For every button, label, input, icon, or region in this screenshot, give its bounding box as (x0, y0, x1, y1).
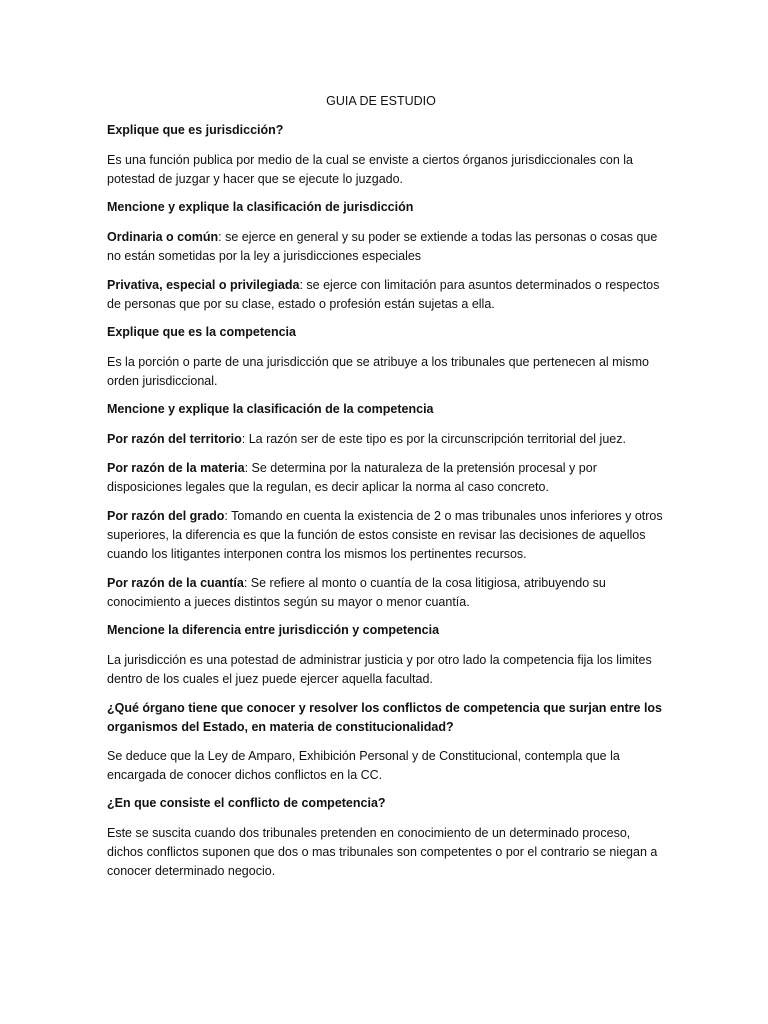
term-ordinaria: Ordinaria o común (107, 230, 219, 244)
text-territorio: : La razón ser de este tipo es por la circunscripción territorial del juez. (241, 432, 626, 446)
answer-1: Es una función publica por medio de la cual se enviste a ciertos órganos jurisdiccionales con la potestad de juzgar y hacer que se ejecute lo juzgado. (107, 153, 633, 186)
document-page (107, 93, 667, 891)
answer-5: La jurisdicción es una potestad de administrar justicia y por otro lado la competencia fija los limites dentro de los cuales el juez puede ejercer aquella facultad. (107, 653, 652, 686)
text-privativa: : se ejerce con limitación para asuntos determinados o respectos de personas que por su clase, estado o profesión están sujetas a ella. (107, 278, 660, 311)
term-cuantia: Por razón de la cuantía (107, 576, 244, 590)
answer-4-cuantia (107, 574, 667, 612)
question-1: Explique que es jurisdicción? (107, 123, 284, 137)
question-2: Mencione y explique la clasificación de jurisdicción (107, 200, 414, 214)
answer-2-privativa (107, 276, 667, 314)
question-7: ¿En que consiste el conflicto de competencia? (107, 796, 386, 810)
answer-4-grado (107, 507, 667, 564)
answer-3: Es la porción o parte de una jurisdicción que se atribuye a los tribunales que pertenecen al mismo orden jurisdiccional. (107, 355, 649, 388)
text-ordinaria: : se ejerce en general y su poder se extiende a todas las personas o cosas que no están sometidas por la ley a jurisdicciones especiales (107, 230, 658, 263)
term-privativa: Privativa, especial o privilegiada (107, 278, 300, 292)
answer-4-territorio (107, 430, 667, 449)
question-4: Mencione y explique la clasificación de la competencia (107, 402, 434, 416)
term-grado: Por razón del grado (107, 509, 225, 523)
text-cuantia: : Se refiere al monto o cuantía de la cosa litigiosa, atribuyendo su conocimiento a jueces distintos según su mayor o menor cuantía. (107, 576, 606, 609)
text-materia: : Se determina por la naturaleza de la pretensión procesal y por disposiciones legales que la regulan, es decir aplicar la norma al caso concreto. (107, 461, 597, 494)
answer-7: Este se suscita cuando dos tribunales pretenden en conocimiento de un determinado proceso, dichos conflictos suponen que dos o mas tribunales son competentes o por el contrario se niegan a conocer determinado negocio. (107, 826, 658, 878)
answer-4-materia (107, 459, 667, 497)
answer-2-ordinaria (107, 228, 667, 266)
term-territorio: Por razón del territorio (107, 432, 242, 446)
document-title: GUIA DE ESTUDIO (326, 94, 436, 108)
question-5: Mencione la diferencia entre jurisdicción y competencia (107, 623, 440, 637)
term-materia: Por razón de la materia (107, 461, 245, 475)
question-6: ¿Qué órgano tiene que conocer y resolver los conflictos de competencia que surjan entre los organismos del Estado, en materia de constitucionalidad? (107, 701, 663, 734)
text-grado: : Tomando en cuenta la existencia de 2 o mas tribunales unos inferiores y otros superiores, la diferencia es que la función de estos consiste en revisar las decisiones de aquellos cuando los litigantes interponen contra los mismos los pertinentes recursos. (107, 509, 663, 561)
answer-6: Se deduce que la Ley de Amparo, Exhibición Personal y de Constitucional, contempla que la encargada de conocer dichos conflictos en la CC. (107, 749, 620, 782)
question-3: Explique que es la competencia (107, 325, 296, 339)
